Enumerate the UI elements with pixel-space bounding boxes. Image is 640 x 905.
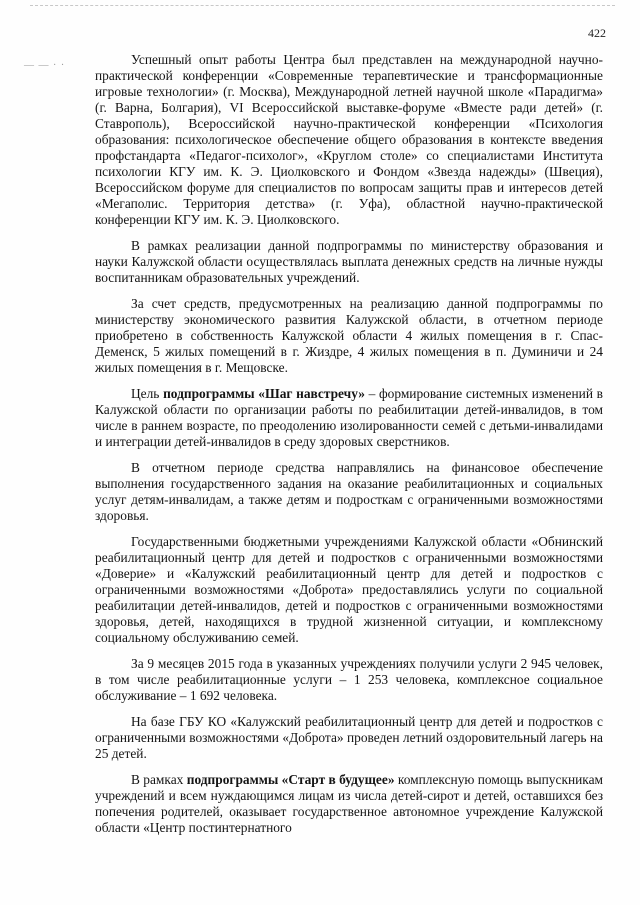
paragraph [95, 772, 603, 836]
document-body [95, 52, 603, 846]
paragraph [95, 656, 603, 704]
paragraph [95, 460, 603, 524]
paragraph [95, 386, 603, 450]
paragraph-text: – формирование системных изменений в Калужской области по организации работы по реабилитации детей-инвалидов, в том числе в раннем возрасте, по преодолению изолированности семей с детьми-инвалидами и интеграции детей-инвалидов в среду здоровых сверстников. [95, 386, 603, 449]
scan-edge-line [30, 5, 615, 6]
paragraph-text: комплексную помощь выпускникам учреждений и всем нуждающимся лицам из числа детей-сирот и детей, оставшихся без попечения родителей, оказывает государственное автономное учреждение Калужской области «Центр постинтернатного [95, 772, 604, 835]
paragraph-text: За счет средств, предусмотренных на реализацию данной подпрограммы по министерству экономического развития Калужской области, в отчетном периоде приобретено в собственность Калужской области 4 жилых помещения в г. Спас-Деменск, 5 жилых помещений в г. Жиздре, 4 жилых помещения в п. Думиничи и 24 жилых помещения в г. Мещовске. [95, 296, 603, 375]
paragraph [95, 534, 603, 646]
paragraph [95, 238, 603, 286]
paragraph-text: Цель [131, 386, 164, 401]
bold-text: подпрограммы «Шаг навстречу» [163, 386, 365, 401]
page-number: 422 [588, 26, 606, 40]
paragraph-text: В рамках реализации данной подпрограммы по министерству образования и науки Калужской области осуществлялась выплата денежных средств на личные нужды воспитанникам образовательных учреждений. [95, 238, 603, 285]
paragraph [95, 296, 603, 376]
paragraph-text: Успешный опыт работы Центра был представлен на международной научно-практической конференции «Современные терапевтические и трансформационные игровые технологии» (г. Москва), Международной летней научной школе «Парадигма» (г. Варна, Болгария), VI Всероссийской выставке-форуме «Вместе ради детей» (г. Ставрополь), Всероссийской научно-практической конференции «Психология образования: психологическое обеспечение общего образования в контексте введения профстандарта «Педагог-психолог», «Круглом столе» со специалистами Института психологии КГУ им. К. Э. Циолковского и Фондом «Звезда надежды» (Швеция), Всероссийском форуме для специалистов по вопросам защиты прав и интересов детей «Мегаполис. Территория детства» (г. Уфа), областной научно-практической конференции КГУ им. К. Э. Циолковского. [95, 52, 603, 227]
paragraph-text: На базе ГБУ КО «Калужский реабилитационный центр для детей и подростков с ограниченными возможностями «Доброта» проведен летний оздоровительный лагерь на 25 детей. [95, 714, 603, 761]
paragraph [95, 52, 603, 228]
margin-scan-mark: — — · · [24, 60, 66, 71]
paragraph-text: Государственными бюджетными учреждениями Калужской области «Обнинский реабилитационный центр для детей и подростков с ограниченными возможностями «Доверие» и «Калужский реабилитационный центр для детей и подростков с ограниченными возможностями «Доброта» предоставлялись услуги по социальной реабилитации детей-инвалидов, детей и подростков с ограниченными возможностями здоровья, детей, находящихся в трудной жизненной ситуации, и комплексному социальному обслуживанию семей. [95, 534, 603, 645]
paragraph-text: В отчетном периоде средства направлялись на финансовое обеспечение выполнения государственного задания на оказание реабилитационных и социальных услуг детям-инвалидам, а также детям и подросткам с ограниченными возможностями здоровья. [95, 460, 603, 523]
bold-text: подпрограммы «Старт в будущее» [186, 772, 395, 787]
paragraph [95, 714, 603, 762]
paragraph-text: В рамках [131, 772, 187, 787]
paragraph-text: За 9 месяцев 2015 года в указанных учреждениях получили услуги 2 945 человек, в том числе реабилитационные услуги – 1 253 человека, комплексное социальное обслуживание – 1 692 человека. [95, 656, 603, 703]
